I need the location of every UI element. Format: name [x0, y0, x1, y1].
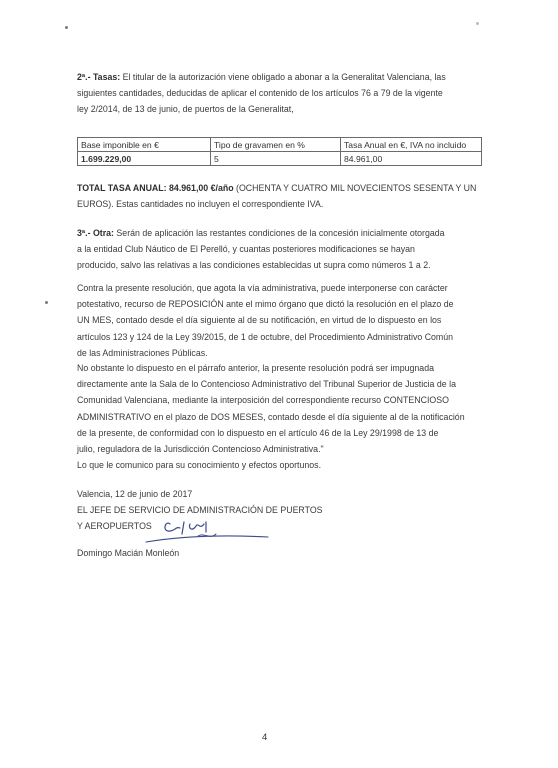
header-tasa-anual: Tasa Anual en €, IVA no incluido [341, 138, 482, 152]
signatory-name: Domingo Macián Monleón [77, 548, 180, 558]
impugnacion-line: No obstante lo dispuesto en el párrafo anterior, la presente resolución podrá ser impugnada [77, 363, 434, 373]
total-text: (OCHENTA Y CUATRO MIL NOVECIENTOS SESENTA Y UN [233, 183, 477, 193]
recurso-paragraph [77, 280, 487, 361]
recurso-line: Contra la presente resolución, que agota la vía administrativa, puede interponerse con carácter [77, 283, 448, 293]
impugnacion-line: directamente ante la Sala de lo Contencioso Administrativo del Tribunal Superior de Justicia de la [77, 379, 456, 390]
page-number: 4 [262, 732, 268, 743]
closing-sentence: Lo que le comunico para su conocimiento y efectos oportunos. [77, 460, 322, 470]
tasas-table [77, 137, 482, 166]
scan-speck [476, 22, 479, 25]
place-date: Valencia, 12 de junio de 2017 [77, 489, 193, 499]
recurso-line: UN MES, contado desde el día siguiente al de su notificación, en virtud de lo dispuesto en los [77, 315, 442, 326]
section-2-line-3: ley 2/2014, de 13 de junio, de puertos de la Generalitat, [77, 104, 294, 115]
section-3-line-1: Serán de aplicación las restantes condiciones de la concesión inicialmente otorgada [113, 228, 445, 238]
section-3-label: 3ª.- Otra: [77, 228, 114, 238]
header-tipo-gravamen: Tipo de gravamen en % [211, 138, 341, 152]
table-header-row [78, 138, 482, 152]
impugnacion-line: Comunidad Valenciana, mediante la interposición del correspondiente recurso CONTENCIOSO [77, 395, 449, 406]
impugnacion-line: julio, reguladora de la Jurisdicción Contencioso Administrativa." [77, 444, 324, 455]
impugnacion-line: ADMINISTRATIVO en el plazo de DOS MESES, contado desde el día siguiente al de la notificación [77, 411, 465, 422]
total-label: TOTAL TASA ANUAL: 84.961,00 €/año [77, 183, 234, 193]
section-2-label: 2ª.- Tasas: [77, 72, 121, 82]
section-3-otra [77, 225, 482, 274]
section-2-line-1: El titular de la autorización viene obligado a abonar a la Generalitat Valenciana, las [120, 72, 446, 82]
recurso-line: artículos 123 y 124 de la Ley 39/2015, de 1 de octubre, del Procedimiento Administrativo Común [77, 331, 454, 342]
signatory-role: EL JEFE DE SERVICIO DE ADMINISTRACIÓN DE PUERTOS [77, 505, 323, 516]
handwritten-signature [140, 518, 270, 548]
section-2-line-2: siguientes cantidades, deducidas de aplicar el contenido de los artículos 76 a 79 de la vigente [77, 88, 443, 99]
header-base-imponible: Base imponible en € [78, 138, 211, 152]
section-3-line-3: producido, salvo las relativas a las condiciones establecidas ut supra como números 1 a 2. [77, 260, 431, 271]
impugnacion-paragraph [77, 360, 487, 457]
impugnacion-line: de la presente, de conformidad con lo dispuesto en el artículo 46 de la Ley 29/1998 de 13 de [77, 427, 439, 438]
cell-tasa-anual: 84.961,00 [341, 152, 482, 166]
total-line-2: EUROS). Estas cantidades no incluyen el correspondiente IVA. [77, 199, 324, 210]
cell-tipo-gravamen: 5 [211, 152, 341, 166]
recurso-line: de las Administraciones Públicas. [77, 347, 208, 358]
signoff-block [77, 486, 487, 535]
cell-base-imponible: 1.699.229,00 [78, 152, 211, 166]
signatory-role: Y AEROPUERTOS [77, 521, 152, 532]
total-tasa-anual [77, 180, 487, 212]
section-2-tasas [77, 69, 482, 118]
section-3-line-2: a la entidad Club Náutico de El Perelló, y cuantas posteriores modificaciones se hayan [77, 244, 415, 255]
table-row [78, 152, 482, 166]
scan-speck [45, 301, 48, 304]
scan-speck [65, 26, 68, 29]
recurso-line: potestativo, recurso de REPOSICIÓN ante el mimo órgano que dictó la resolución en el plazo de [77, 299, 454, 310]
